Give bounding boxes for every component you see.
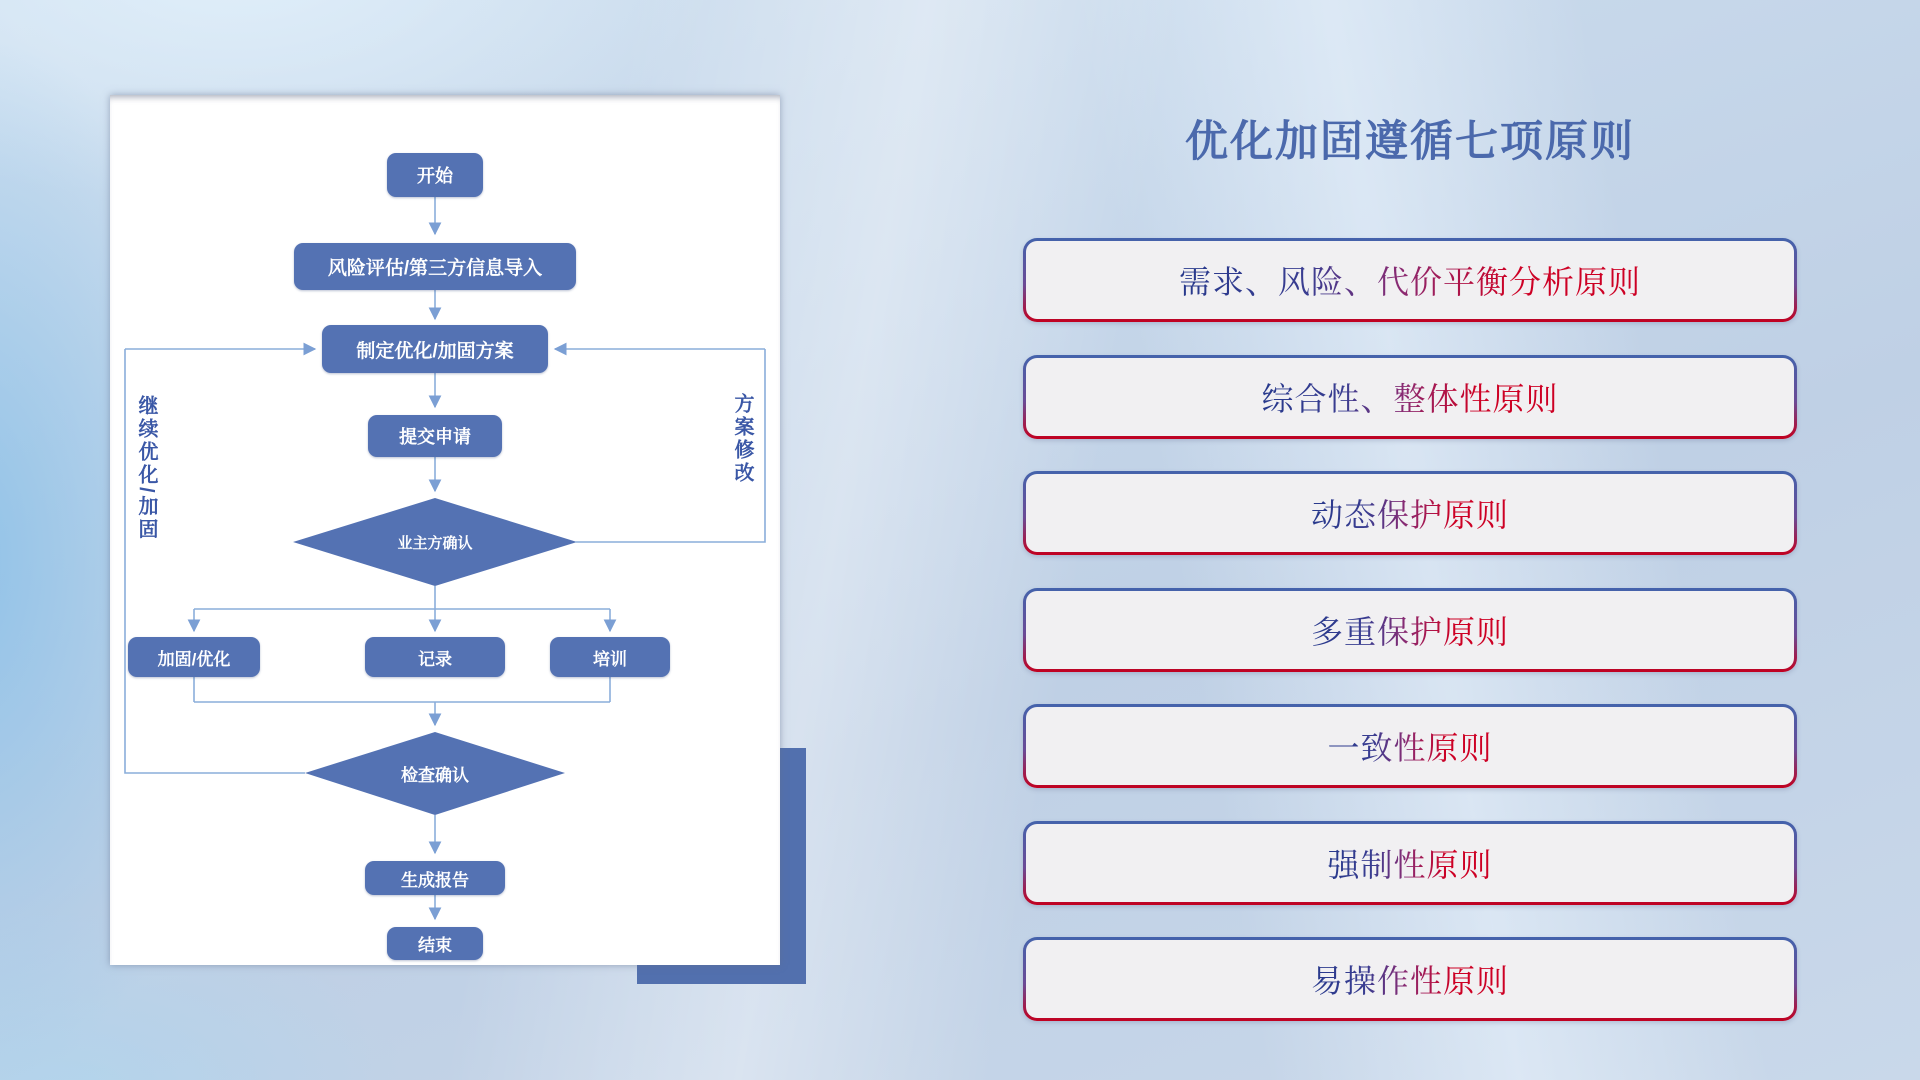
flow-node-owner-confirm-label: 业主方确认 xyxy=(397,534,473,552)
flow-node-submit xyxy=(368,415,502,457)
principle-label-6: 强制性原则 xyxy=(1327,840,1492,886)
flow-node-record-label: 记录 xyxy=(418,649,452,669)
principle-label-1: 需求、风险、代价平衡分析原则 xyxy=(1179,257,1641,303)
flow-node-end-label: 结束 xyxy=(418,936,452,955)
principle-label-7: 易操作性原则 xyxy=(1311,956,1509,1002)
flow-node-report xyxy=(365,861,505,895)
loop-label-continue-optimize: 继续优化/加固 xyxy=(135,395,157,542)
principle-box-5 xyxy=(1023,704,1797,788)
principle-label-4: 多重保护原则 xyxy=(1311,607,1509,653)
principle-box-7 xyxy=(1023,937,1797,1021)
principle-label-5: 一致性原则 xyxy=(1327,723,1492,769)
flowchart-card xyxy=(110,95,780,965)
principle-label-3: 动态保护原则 xyxy=(1311,490,1509,536)
flow-node-check-confirm-label: 检查确认 xyxy=(401,765,469,785)
flow-node-reinforce xyxy=(128,637,260,677)
flow-node-owner-confirm xyxy=(355,528,515,556)
flow-node-risk-import-label: 风险评估/第三方信息导入 xyxy=(327,258,543,279)
flow-node-start-label: 开始 xyxy=(417,166,453,186)
flow-node-make-plan-label: 制定优化/加固方案 xyxy=(356,340,514,362)
flow-node-start xyxy=(387,153,483,197)
flow-node-submit-label: 提交申请 xyxy=(399,427,471,447)
flow-node-report-label: 生成报告 xyxy=(401,870,469,890)
principle-box-1 xyxy=(1023,238,1797,322)
flow-node-record xyxy=(365,637,505,677)
principle-box-3 xyxy=(1023,471,1797,555)
flow-node-end xyxy=(387,927,483,960)
principle-box-2 xyxy=(1023,355,1797,439)
principles-list xyxy=(1023,238,1797,1021)
flow-node-reinforce-label: 加固/优化 xyxy=(157,649,231,669)
flow-node-make-plan xyxy=(322,325,548,373)
principle-label-2: 综合性、整体性原则 xyxy=(1261,374,1558,420)
flow-node-training-label: 培训 xyxy=(593,649,627,669)
flow-node-check-confirm xyxy=(355,758,515,788)
loop-label-plan-revision: 方案修改 xyxy=(731,393,753,485)
page-title: 优化加固遵循七项原则 xyxy=(1185,118,1635,166)
flow-node-risk-import xyxy=(294,243,576,290)
flow-node-training xyxy=(550,637,670,677)
principle-box-4 xyxy=(1023,588,1797,672)
principle-box-6 xyxy=(1023,821,1797,905)
